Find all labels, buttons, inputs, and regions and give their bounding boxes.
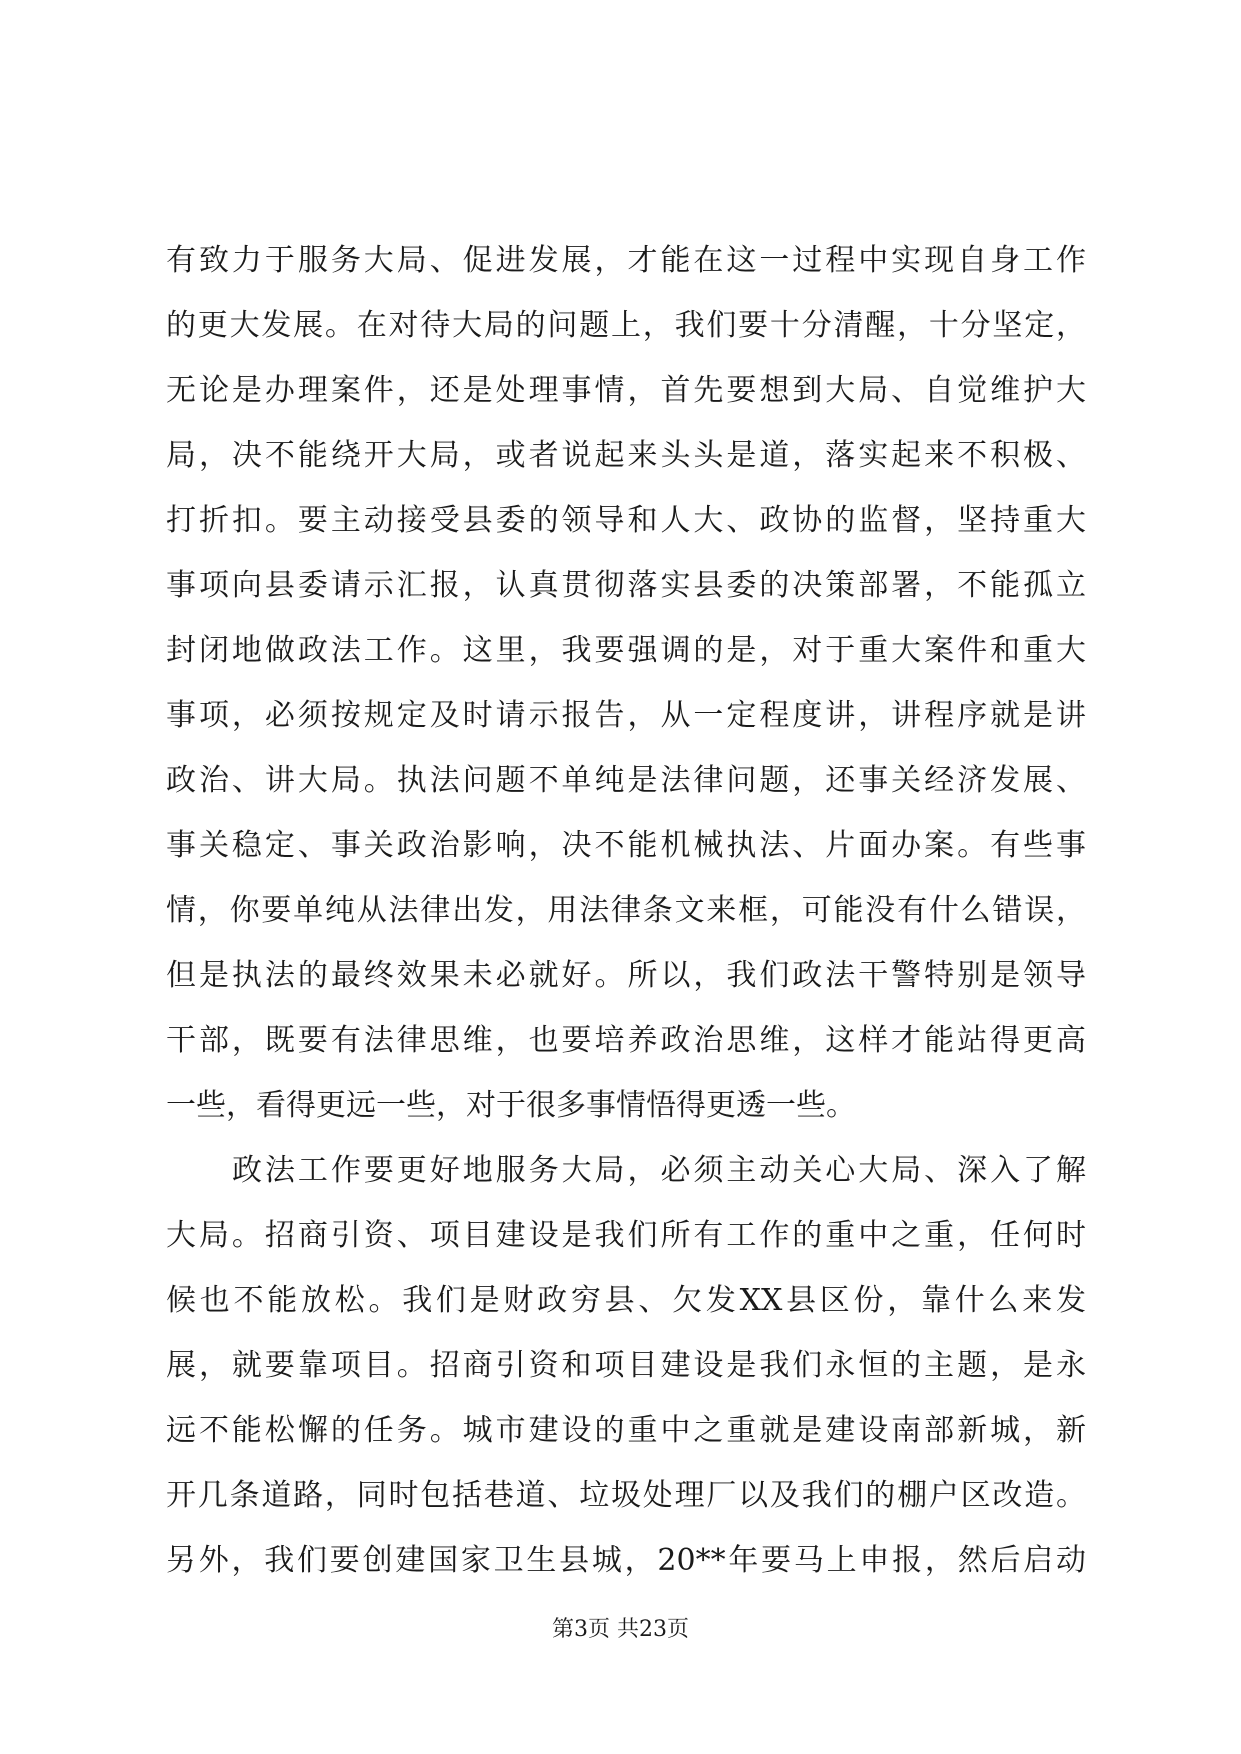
text-line: 无论是办理案件，还是处理事情，首先要想到大局、自觉维护大 — [166, 373, 1086, 408]
text-line: 但是执法的最终效果未必就好。所以，我们政法干警特别是领导 — [166, 958, 1086, 993]
text-line: 一些，看得更远一些，对于很多事情悟得更透一些。 — [166, 1088, 856, 1123]
text-line: 事关稳定、事关政治影响，决不能机械执法、片面办案。有些事 — [166, 828, 1086, 863]
text-line: 展，就要靠项目。招商引资和项目建设是我们永恒的主题，是永 — [166, 1348, 1086, 1383]
text-line: 大局。招商引资、项目建设是我们所有工作的重中之重，任何时 — [166, 1218, 1086, 1253]
body-text — [166, 228, 1086, 1593]
text-line: 有致力于服务大局、促进发展，才能在这一过程中实现自身工作 — [166, 243, 1086, 278]
text-line: 远不能松懈的任务。城市建设的重中之重就是建设南部新城，新 — [166, 1413, 1086, 1448]
text-line: 开几条道路，同时包括巷道、垃圾处理厂以及我们的棚户区改造。 — [166, 1478, 1086, 1513]
text-line: 的更大发展。在对待大局的问题上，我们要十分清醒，十分坚定， — [166, 308, 1086, 343]
text-line: 候也不能放松。我们是财政穷县、欠发XX县区份，靠什么来发 — [166, 1283, 1086, 1318]
text-line: 政治、讲大局。执法问题不单纯是法律问题，还事关经济发展、 — [166, 763, 1086, 798]
text-line: 局，决不能绕开大局，或者说起来头头是道，落实起来不积极、 — [166, 438, 1086, 473]
text-line: 封闭地做政法工作。这里，我要强调的是，对于重大案件和重大 — [166, 633, 1086, 668]
text-line: 情，你要单纯从法律出发，用法律条文来框，可能没有什么错误， — [166, 893, 1086, 928]
text-line: 事项，必须按规定及时请示报告，从一定程度讲，讲程序就是讲 — [166, 698, 1086, 733]
text-line: 另外，我们要创建国家卫生县城，20**年要马上申报，然后启动 — [166, 1543, 1086, 1578]
text-line: 干部，既要有法律思维，也要培养政治思维，这样才能站得更高 — [166, 1023, 1086, 1058]
text-line: 打折扣。要主动接受县委的领导和人大、政协的监督，坚持重大 — [166, 503, 1086, 538]
paragraph-start-line: 政法工作要更好地服务大局，必须主动关心大局、深入了解 — [232, 1153, 1086, 1188]
page-number-footer: 第3页 共23页 — [552, 1617, 689, 1642]
text-line: 事项向县委请示汇报，认真贯彻落实县委的决策部署，不能孤立 — [166, 568, 1086, 603]
